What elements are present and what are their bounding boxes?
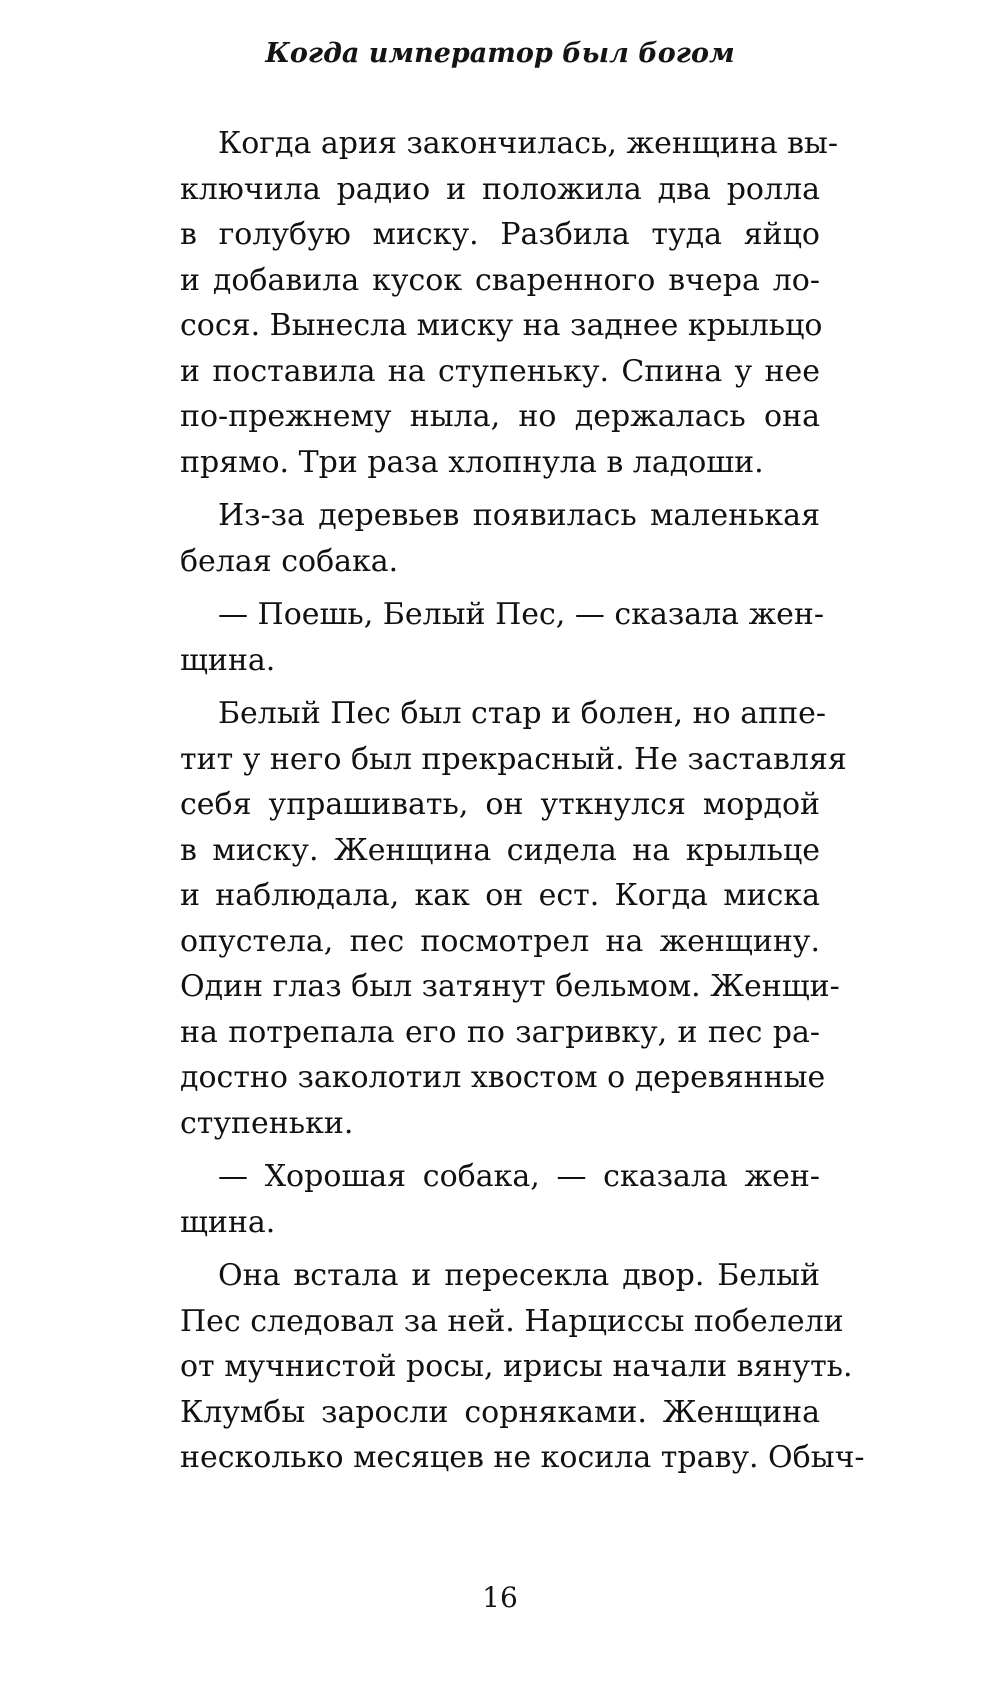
text-line: опустела, пес посмотрел на женщину. [180, 923, 820, 959]
paragraph [180, 691, 847, 1146]
running-head: Когда император был богом [265, 38, 735, 69]
text-line: Один глаз был затянут бельмом. Женщи- [180, 969, 840, 1004]
text-line: белая собака. [180, 543, 399, 579]
text-line: в голубую миску. Разбила туда яйцо [180, 217, 820, 252]
text-line: по-прежнему ныла, но держалась она [180, 399, 820, 434]
text-line: — Поешь, Белый Пес, — сказала жен- [218, 597, 825, 632]
text-line: Когда ария закончилась, женщина вы- [218, 126, 839, 161]
text-line: ступеньки. [180, 1105, 354, 1141]
text-line: щина. [180, 1204, 276, 1240]
text-line: себя упрашивать, он уткнулся мордой [180, 787, 820, 822]
text-line: сося. Вынесла миску на заднее крыльцо [180, 308, 823, 343]
text-line: в миску. Женщина сидела на крыльце [180, 832, 820, 868]
text-line: Она встала и пересекла двор. Белый [218, 1258, 820, 1293]
paragraph [180, 493, 820, 584]
text-line: достно заколотил хвостом о деревянные [180, 1060, 826, 1095]
text-line: тит у него был прекрасный. Не заставляя [180, 741, 847, 777]
text-line: на потрепала его по загривку, и пес ра- [180, 1014, 820, 1050]
paragraph [180, 1253, 865, 1481]
paragraph [180, 1154, 820, 1245]
text-line: Из-за деревьев появилась маленькая [218, 498, 820, 533]
paragraph [180, 592, 825, 683]
page-number: 16 [482, 1581, 518, 1614]
text-line: и добавила кусок сваренного вчера ло- [180, 262, 820, 298]
text-line: и наблюдала, как он ест. Когда миска [180, 878, 820, 913]
text-line: Клумбы заросли сорняками. Женщина [180, 1394, 820, 1430]
text-line: Белый Пес был стар и болен, но аппе- [218, 696, 826, 731]
text-line: от мучнистой росы, ирисы начали вянуть. [180, 1349, 853, 1384]
text-line: несколько месяцев не косила траву. Обыч- [180, 1440, 865, 1475]
text-line: и поставила на ступеньку. Спина у нее [180, 353, 820, 389]
text-line: — Хорошая собака, — сказала жен- [218, 1159, 820, 1194]
text-line: щина. [180, 642, 276, 678]
paragraph [180, 121, 839, 485]
text-line: ключила радио и положила два ролла [180, 171, 820, 207]
body-text [180, 121, 865, 1481]
text-line: Пес следовал за ней. Нарциссы побелели [180, 1303, 844, 1339]
text-line: прямо. Три раза хлопнула в ладоши. [180, 444, 764, 480]
